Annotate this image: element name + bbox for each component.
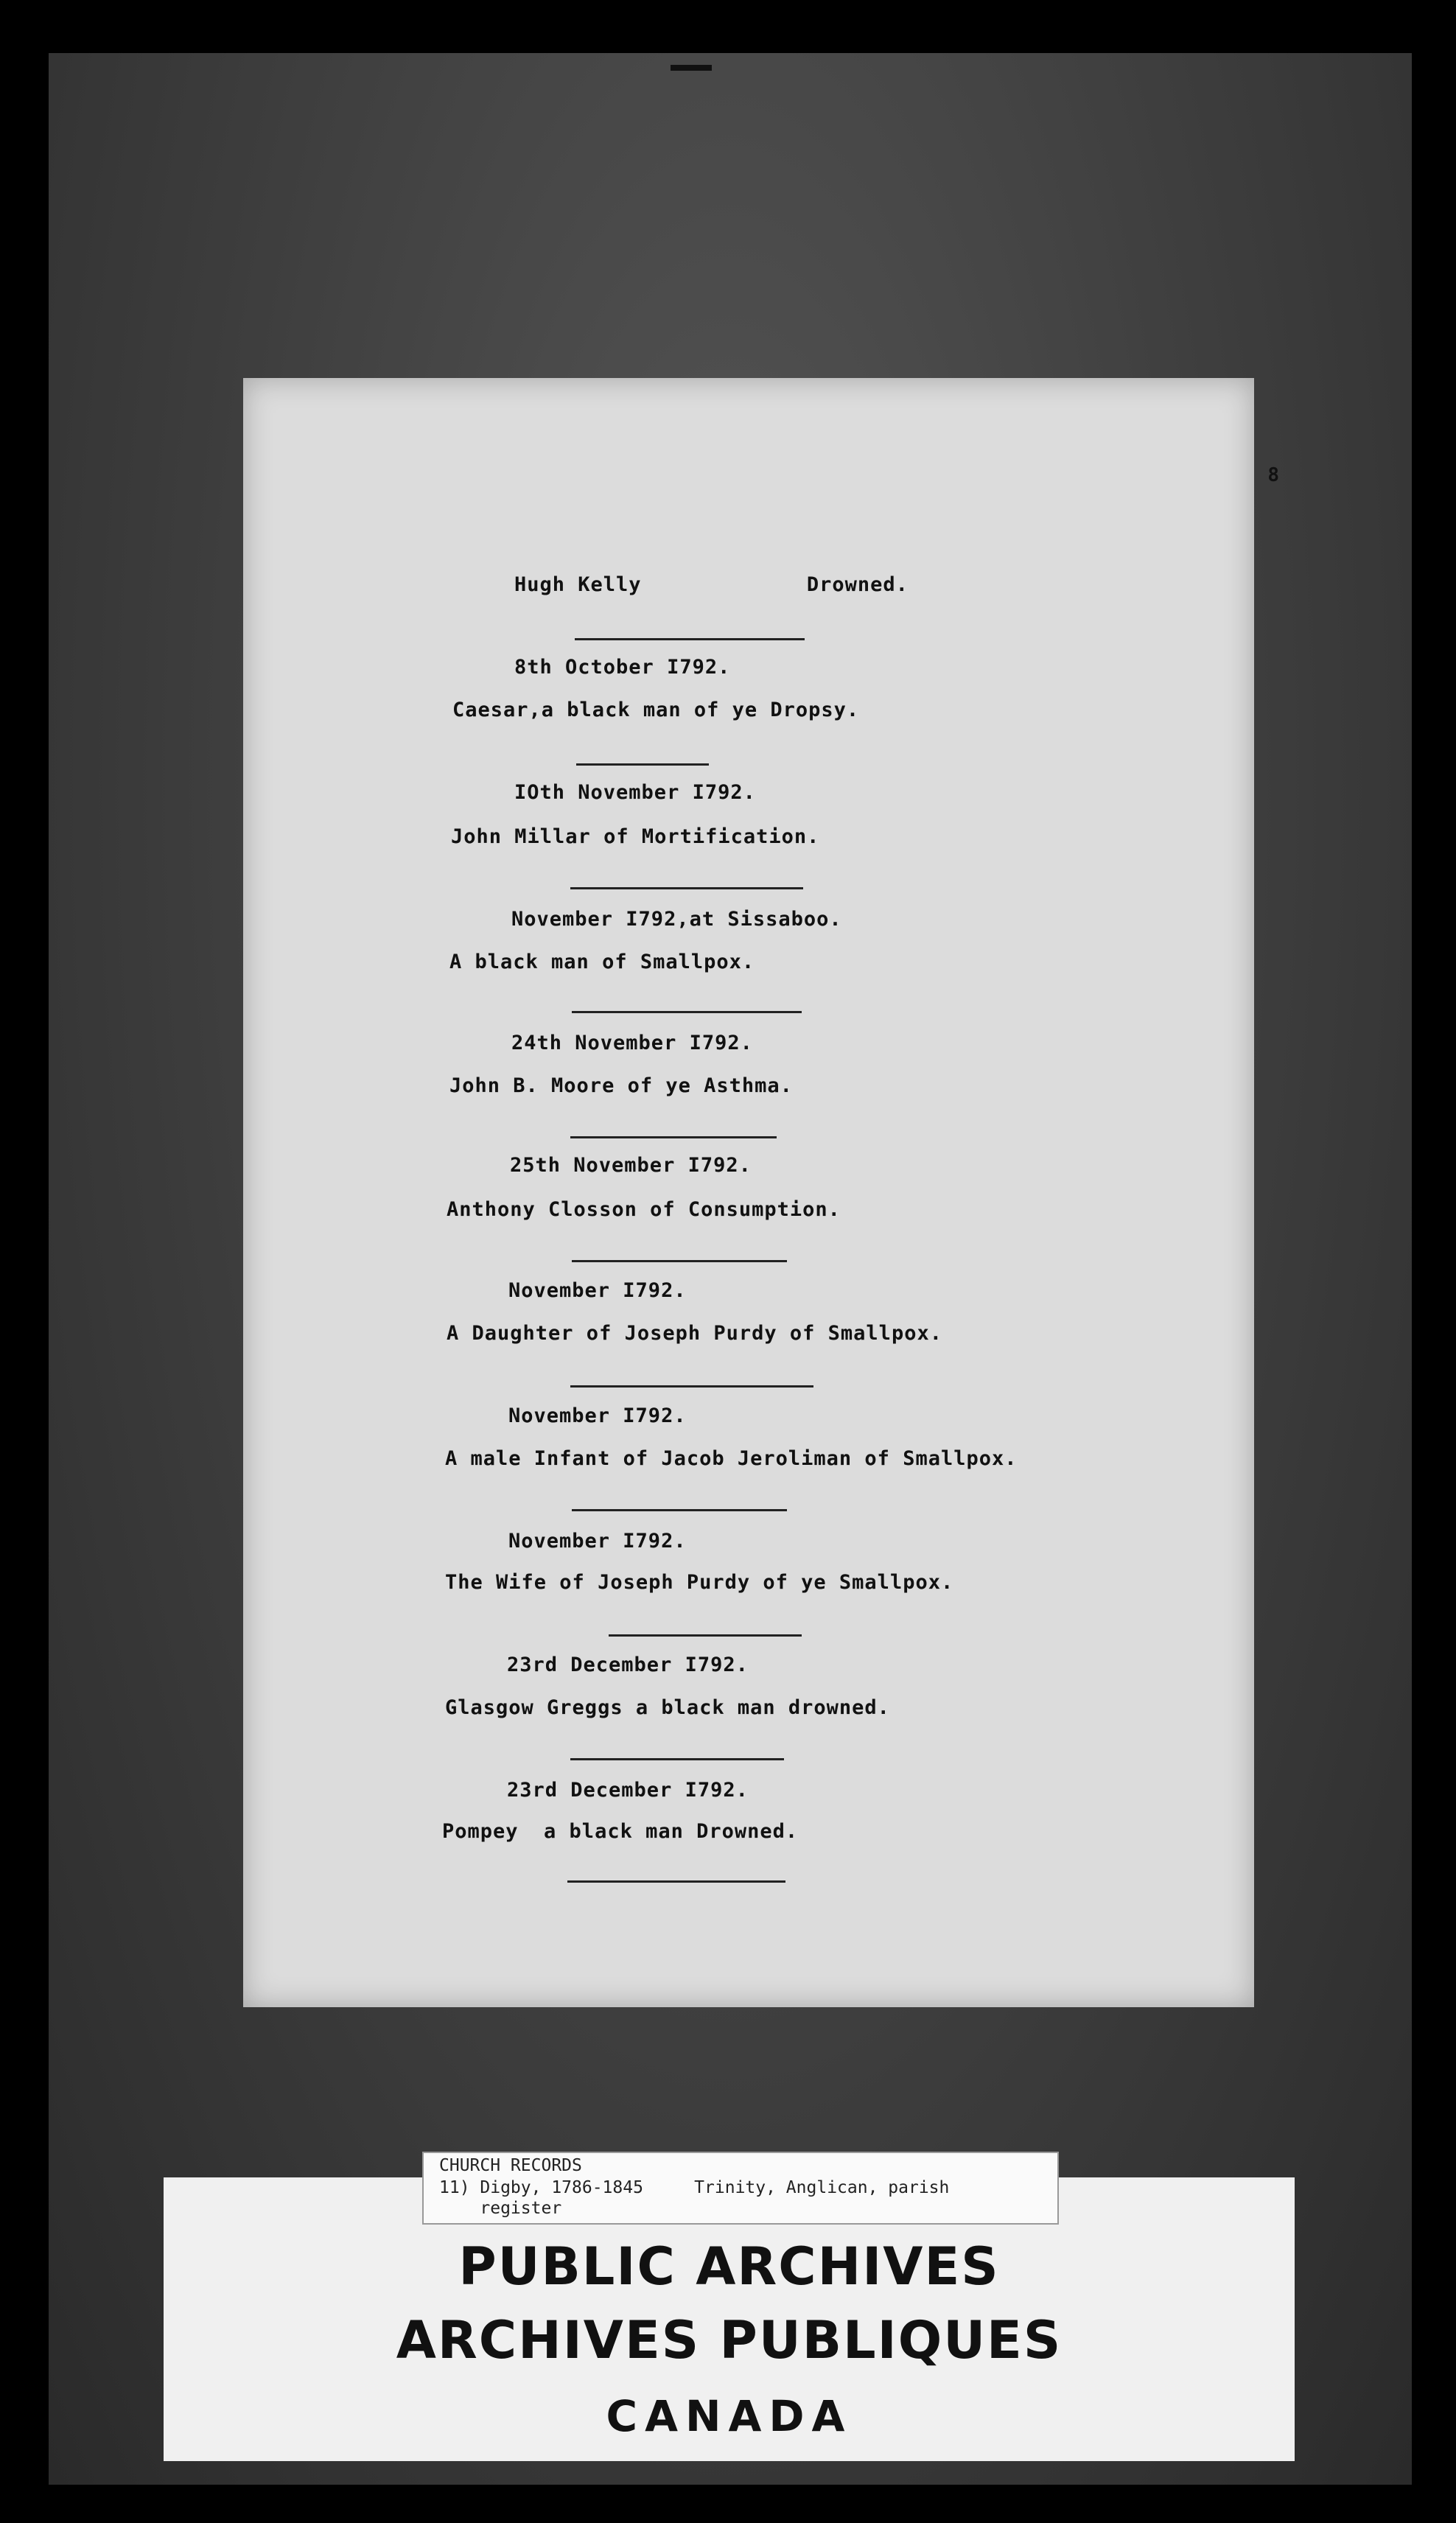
separator-rule [570,887,803,889]
entry-date: 23rd December I792. [507,1654,749,1676]
separator-rule [576,763,709,766]
film-mark [671,65,712,71]
entry-text: A male Infant of Jacob Jeroliman of Smallpox. [445,1447,1018,1470]
entry-date: 25th November I792. [510,1154,752,1177]
separator-rule [572,1260,787,1262]
entry-text: The Wife of Joseph Purdy of ye Smallpox. [445,1571,954,1594]
archive-stamp-country: CANADA [606,2391,853,2441]
entry-text: John B. Moore of ye Asthma. [449,1074,793,1097]
entry-date: November I792. [508,1530,687,1553]
archive-stamp-english: PUBLIC ARCHIVES [458,2236,1000,2297]
entry-text: A black man of Smallpox. [449,951,755,973]
entry-text: Caesar,a black man of ye Dropsy. [452,699,860,721]
page-number: 8 [1267,464,1279,486]
entry-text: Glasgow Greggs a black man drowned. [445,1696,890,1719]
entry-date: November I792. [508,1404,687,1427]
separator-rule [572,1509,787,1511]
separator-rule [567,1880,785,1883]
tag-record-type: register [439,2199,562,2218]
register-page [243,378,1254,2007]
entry-date: November I792. [508,1279,687,1302]
entry-date: 23rd December I792. [507,1779,749,1802]
entry-text: Anthony Closson of Consumption. [447,1198,841,1221]
entry-date: 24th November I792. [511,1032,753,1054]
entry-date: 8th October I792. [514,656,731,679]
separator-rule [570,1136,777,1138]
archive-stamp-french: ARCHIVES PUBLIQUES [396,2310,1063,2370]
entry-text: John Millar of Mortification. [451,825,820,848]
separator-rule [572,1011,802,1013]
entry-date: IOth November I792. [514,781,756,804]
separator-rule [570,1758,784,1760]
entry-text: Hugh Kelly Drowned. [514,573,909,596]
entry-text: Pompey a black man Drowned. [442,1820,799,1843]
separator-rule [575,638,805,640]
tag-record: 11) Digby, 1786-1845 Trinity, Anglican, parish [439,2178,950,2197]
tag-category: CHURCH RECORDS [439,2156,582,2175]
entry-date: November I792,at Sissaboo. [511,908,842,931]
separator-rule [570,1385,813,1388]
entry-text: A Daughter of Joseph Purdy of Smallpox. [447,1322,942,1345]
separator-rule [609,1634,802,1637]
